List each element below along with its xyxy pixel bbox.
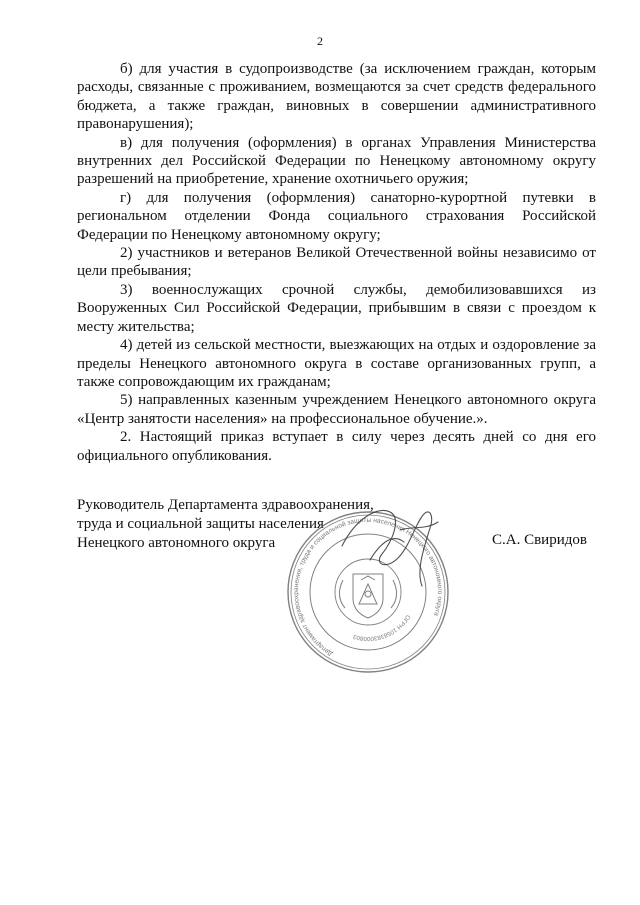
paragraph-item-3: 3) военнослужащих срочной службы, демобилизовавшихся из Вооруженных Сил Российской Федерации, прибывшим в связи с проездом к месту жительства;	[77, 281, 596, 335]
document-body	[77, 60, 596, 465]
paragraph-item-b: б) для участия в судопроизводстве (за исключением граждан, которым расходы, связанные с проживанием, возмещаются за счет средств федерального бюджета, а также граждан, виновных в совершении административного правонарушения);	[77, 61, 596, 133]
seal-outer-text: Департамент здравоохранения, труда и социальной защиты населения Ненецкого автономного округа	[292, 516, 444, 657]
seal-inner-text: ОГРН 1058383000803	[352, 613, 411, 642]
paragraph-item-g: г) для получения (оформления) санаторно-курортной путевки в региональном отделении Фонда социального страхования Российской Федерации по Ненецкому автономному округу;	[77, 189, 596, 243]
signer-position-line-1: Руководитель Департамента здравоохранения,	[77, 497, 374, 513]
paragraph-effective-date: 2. Настоящий приказ вступает в силу через десять дней со дня его официального опубликования.	[77, 429, 596, 464]
paragraph-item-4: 4) детей из сельской местности, выезжающих на отдых и оздоровление за пределы Ненецкого автономного округа в составе организованных групп, а также сопровождающим их гражданам;	[77, 337, 596, 390]
handwritten-signature-icon	[330, 500, 450, 600]
paragraph-item-2: 2) участников и ветеранов Великой Отечественной войны независимо от цели пребывания;	[77, 245, 596, 280]
signer-name: С.А. Свиридов	[492, 532, 587, 548]
page-number: 2	[317, 34, 323, 48]
paragraph-item-v: в) для получения (оформления) в органах Управления Министерства внутренних дел Российской Федерации по Ненецкому автономному округу разрешений на приобретение, хранение охотничьего оружия;	[77, 134, 596, 188]
paragraph-item-5: 5) направленных казенным учреждением Ненецкого автономного округа «Центр занятости населения» на профессиональное обучение.».	[77, 392, 596, 427]
signer-position-line-3: Ненецкого автономного округа	[77, 534, 276, 551]
signer-position-line-2: труда и социальной защиты населения	[77, 515, 324, 532]
